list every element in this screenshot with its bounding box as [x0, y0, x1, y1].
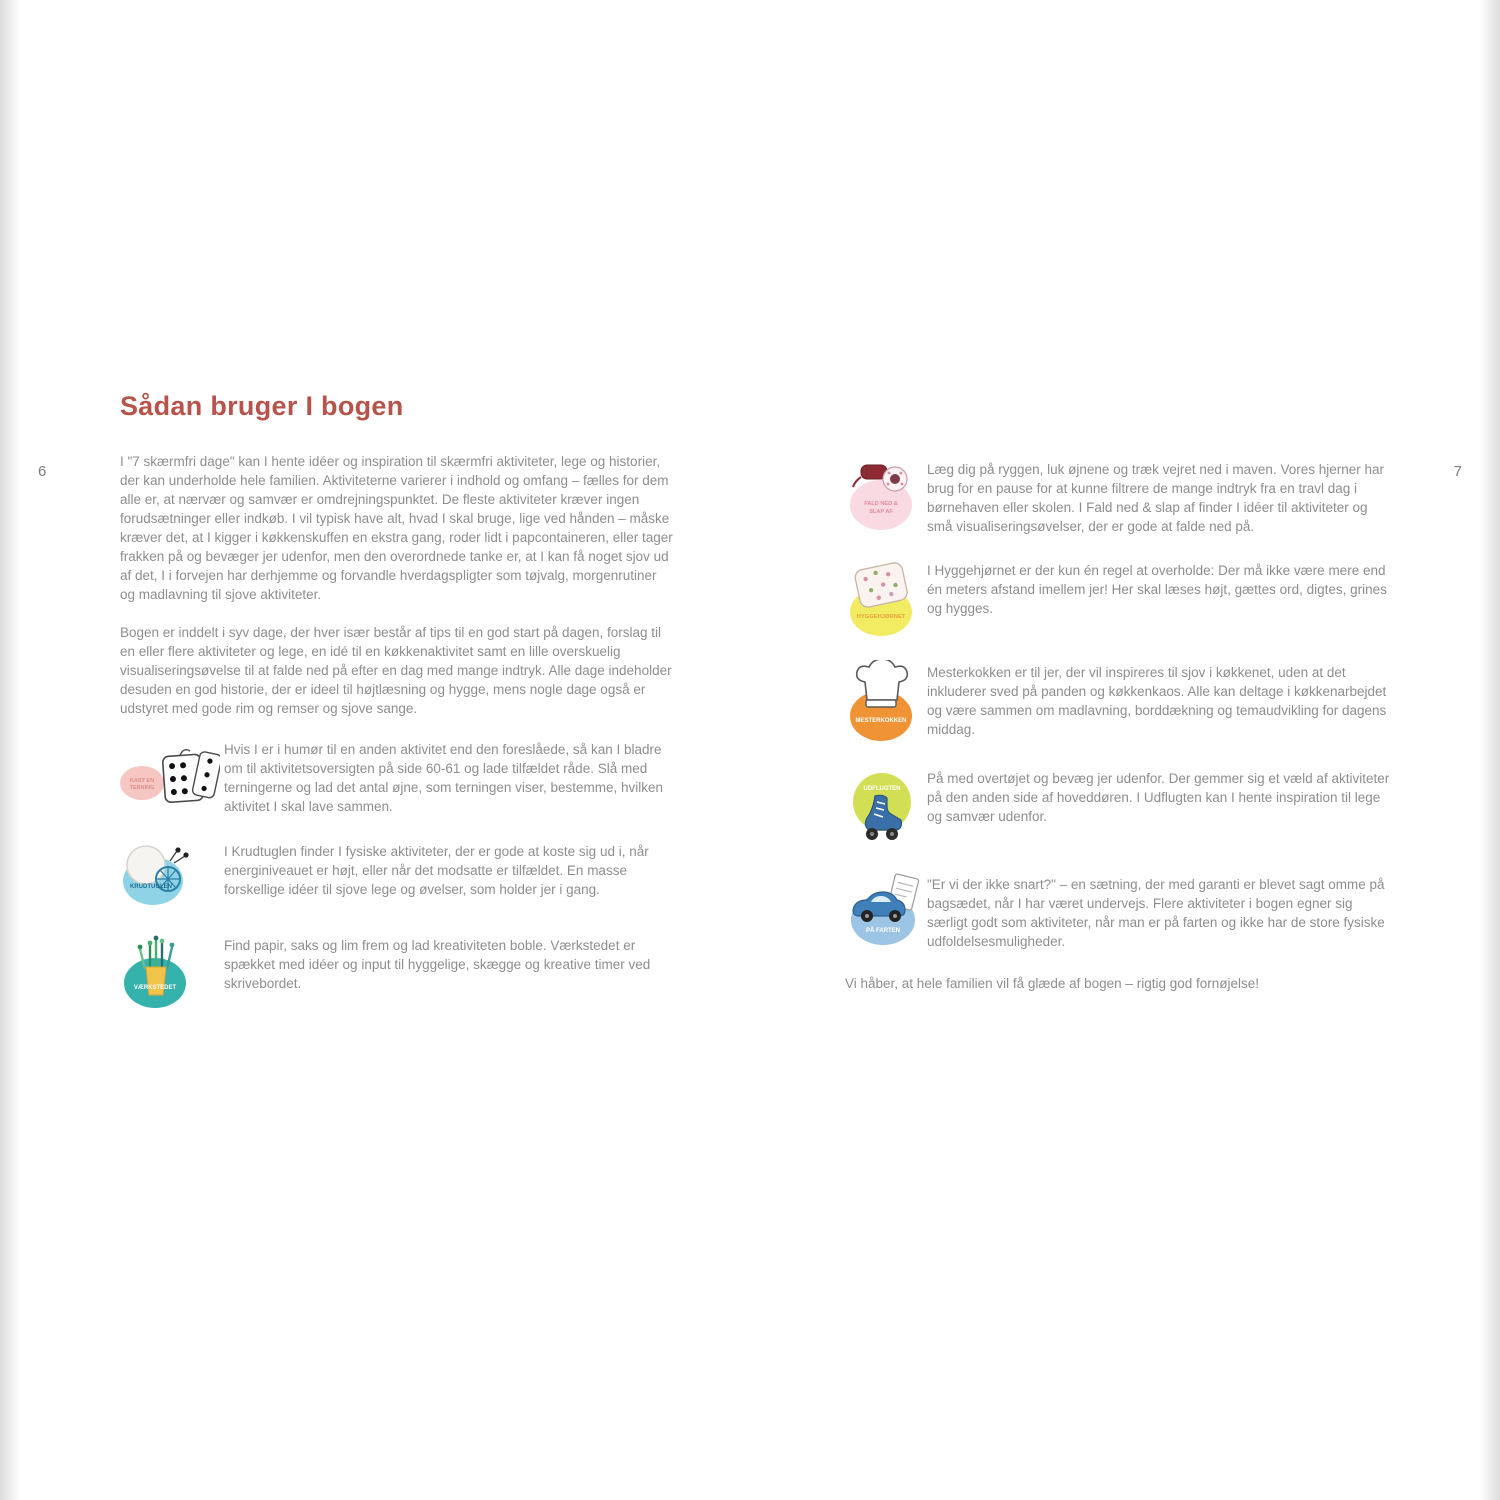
scan-edge-right	[1480, 0, 1500, 1500]
list-item-text: Hvis I er i humør til en anden aktivitet end den foreslåede, så kan I bladre om til aktivitetsoversigten på side 60-61 og lade tilfældet råde. Slå med terningerne og lad det antal øjne, som terningen viser, bestemme, hvilken aktivitet I skal lave sammen.	[224, 742, 663, 814]
hyggehjornet-badge-illustration	[845, 558, 919, 638]
fald-ned-badge-illustration	[845, 457, 919, 535]
udflugten-badge-illustration	[845, 766, 919, 850]
dice-icon	[120, 737, 224, 817]
list-item-pa-farten	[845, 872, 1395, 952]
intro-paragraph-2: Bogen er inddelt i syv dage, der hver især består af tips til en god start på dagen, forslag til en eller flere aktiviteter og lege, en idé til en køkkenaktivitet samt en lille overskuelig visualiseringsøvelse til at falde ned på efter en dag med mange indtryk. Alle dage indeholder desuden en god historie, der er ideel til højtlæsning og hygge, mens nogle dage også er udstyret med gode rim og remser og sjove sange.	[120, 625, 672, 716]
list-item-text: Læg dig på ryggen, luk øjnene og træk vejret ned i maven. Vores hjerner har brug for en pause for at kunne filtrere de mange indtryk fra en travl dag i børnehaven eller skolen. I Fald ned & slap af finder I idéer til aktiviteter og små visualiseringsøvelser, der er gode at falde ned på.	[927, 462, 1385, 534]
list-item-text: "Er vi der ikke snart?" – en sætning, der med garanti er blevet sagt omme på bagsædet, når I har været undervejs. Flere aktiviteter i bogen egner sig særligt godt som aktiviteter, når man er på farten og ikke har de store fysiske udfoldelsesmuligheder.	[927, 877, 1385, 949]
vaerkstedet-badge-illustration	[120, 933, 192, 1013]
mesterkokken-badge-illustration	[845, 660, 919, 744]
page-number-left: 6	[38, 463, 47, 480]
svg-text:TERNING: TERNING	[129, 785, 155, 791]
page-title: Sådan bruger I bogen	[120, 391, 404, 421]
list-item-text: Find papir, saks og lim frem og lad kreativiteten boble. Værkstedet er spækket med idéer og input til hyggelige, skægge og kreative timer ved skrivebordet.	[224, 938, 651, 991]
udflugten-icon	[845, 766, 927, 850]
page-number-right: 7	[1453, 463, 1462, 480]
krudtuglen-badge-illustration	[120, 839, 192, 911]
list-item-text: I Krudtuglen finder I fysiske aktiviteter, der er gode at koste sig ud i, når energiniveauet er højt, eller når det modsatte er tilfældet. En masse forskellige idéer til sjove lege og øvelser, som holder jer i gang.	[224, 844, 649, 897]
list-item-krudtuglen	[120, 839, 674, 911]
svg-text:SLAP AF: SLAP AF	[869, 509, 893, 515]
list-item-udflugten	[845, 766, 1395, 850]
svg-text:VÆRKSTEDET: VÆRKSTEDET	[133, 985, 177, 991]
left-page	[120, 391, 674, 1035]
list-item-hyggehjornet	[845, 558, 1395, 638]
list-item-dice	[120, 737, 674, 817]
closing-line: Vi håber, at hele familien vil få glæde af bogen – rigtig god fornøjelse!	[845, 976, 1260, 991]
list-item-fald-ned	[845, 457, 1395, 536]
scan-edge-left	[0, 0, 20, 1500]
krudtuglen-icon	[120, 839, 224, 911]
list-item-text: Mesterkokken er til jer, der vil inspireres til sjov i køkkenet, uden at det inkluderer sved på panden og køkkenkaos. Alle kan deltage i køkkenarbejdet og være sammen om madlavning, borddækning og temaudvikling for dagens middag.	[927, 665, 1387, 737]
list-item-text: På med overtøjet og bevæg jer udenfor. Der gemmer sig et væld af aktiviteter på den anden side af hoveddøren. I Udflugten kan I hente inspiration til lege og samvær udenfor.	[927, 771, 1390, 824]
svg-text:KRUDTUGLEN: KRUDTUGLEN	[130, 884, 172, 890]
mesterkokken-icon	[845, 660, 927, 744]
list-item-text: I Hyggehjørnet er der kun én regel at overholde: Der må ikke være mere end én meters afstand imellem jer! Her skal læses højt, gættes ord, digtes, grines og hygges.	[927, 563, 1387, 616]
svg-text:PÅ FARTEN: PÅ FARTEN	[865, 928, 901, 934]
vaerkstedet-icon	[120, 933, 224, 1013]
svg-text:KAST EN: KAST EN	[129, 778, 155, 784]
pa-farten-badge-illustration	[845, 872, 923, 952]
svg-text:UDFLUGTEN: UDFLUGTEN	[863, 786, 901, 792]
right-page	[845, 443, 1395, 1007]
pa-farten-icon	[845, 872, 927, 952]
list-item-vaerkstedet	[120, 933, 674, 1013]
dice-badge-illustration	[120, 737, 220, 817]
svg-text:FALD NED &: FALD NED &	[864, 501, 898, 507]
intro-paragraph-1: I "7 skærmfri dage" kan I hente idéer og inspiration til skærmfri aktiviteter, lege og historier, der kan underholde hele familien. Aktiviteterne varierer i indhold og omfang – fælles for dem alle er, at nærvær og samvær er omdrejningspunktet. De fleste aktiviteter kræver ingen forudsætninger eller indkøb. I vil typisk have alt, hvad I skal bruge, lige ved hånden – måske kræver det, at I kigger i køkkenskuffen en ekstra gang, roder lidt i papcontaineren, eller tager frakken på og bevæger jer udenfor, men den overordnede tanke er, at I kan få noget sjov ud af det, I i forvejen har derhjemme og forvandle hverdagspligter som tøjvalg, morgenrutiner og madlavning til sjove aktiviteter.	[120, 454, 673, 602]
svg-text:MESTERKOKKEN: MESTERKOKKEN	[855, 718, 907, 724]
hyggehjornet-icon	[845, 558, 927, 638]
svg-text:HYGGEHJØRNET: HYGGEHJØRNET	[856, 614, 906, 620]
fald-ned-slap-af-icon	[845, 457, 927, 535]
list-item-mesterkokken	[845, 660, 1395, 744]
